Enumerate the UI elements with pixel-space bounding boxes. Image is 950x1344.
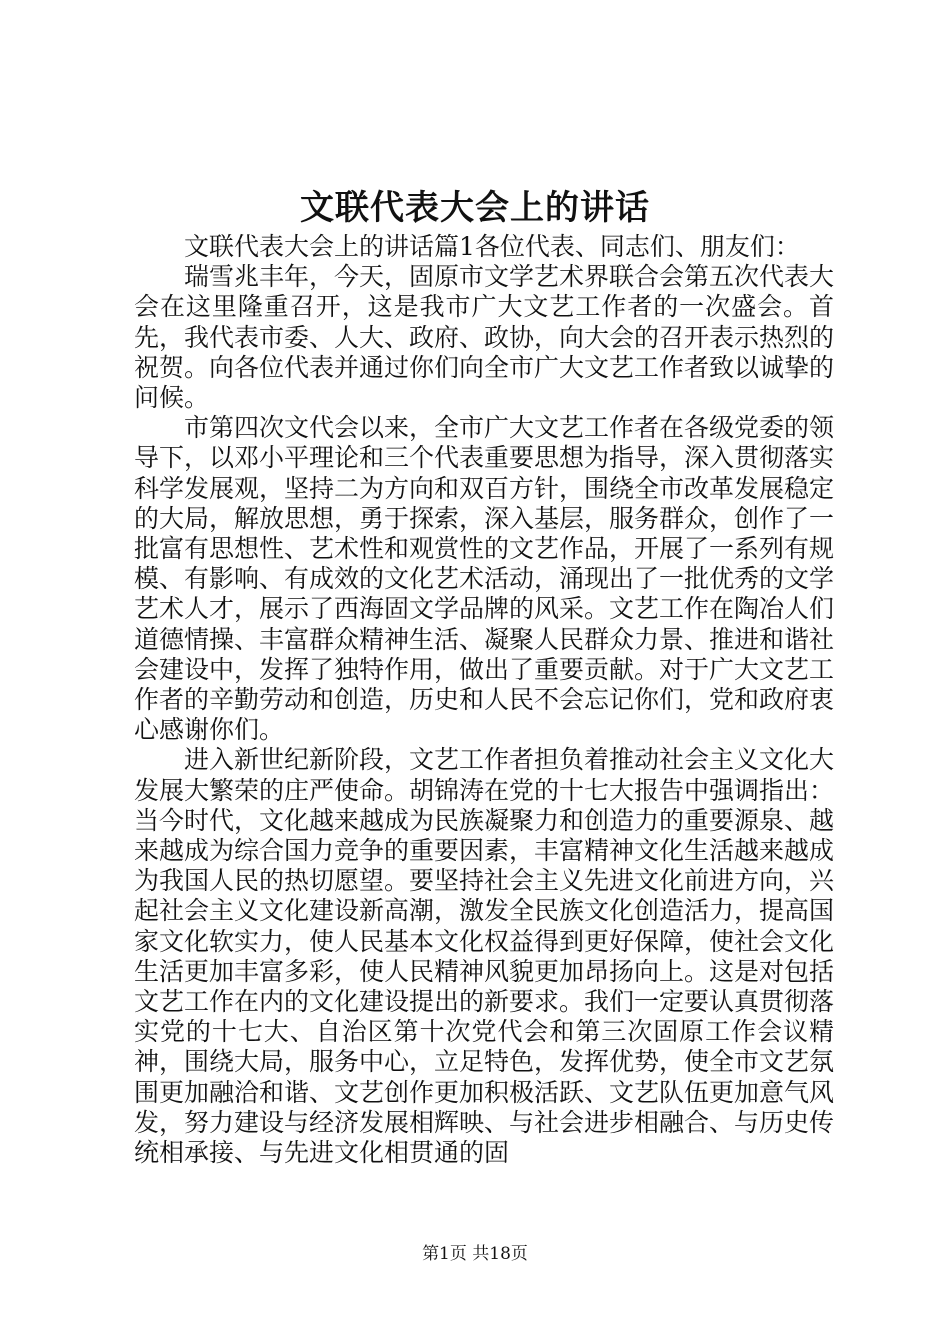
paragraph-1: 文联代表大会上的讲话篇1各位代表、同志们、朋友们： xyxy=(184,232,800,261)
paragraph-4: 进入新世纪新阶段，文艺工作者担负着推动社会主义文化大发展大繁荣的庄严使命。胡锦涛在党的十七大报告中强调指出：当今时代，文化越来越成为民族凝聚力和创造力的重要源泉、越来越成为综合国力竞争的重要因素，丰富精神文化生活越来越成为我国人民的热切愿望。要坚持社会主义先进文化前进方向，兴起社会主义文化建设新高潮，激发全民族文化创造活力，提高国家文化软实力，使人民基本文化权益得到更好保障，使社会文化生活更加丰富多彩，使人民精神风貌更加昂扬向上。这是对包括文艺工作在内的文化建设提出的新要求。我们一定要认真贯彻落实党的十七大、自治区第十次党代会和第三次固原工作会议精神，围绕大局，服务中心，立足特色，发挥优势，使全市文艺氛围更加融洽和谐、文艺创作更加积极活跃、文艺队伍更加意气风发，努力建设与经济发展相辉映、与社会进步相融合、与历史传统相承接、与先进文化相贯通的固 xyxy=(134,745,835,1168)
paragraph-2: 瑞雪兆丰年，今天，固原市文学艺术界联合会第五次代表大会在这里隆重召开，这是我市广大文艺工作者的一次盛会。首先，我代表市委、人大、政府、政协，向大会的召开表示热烈的祝贺。向各位代表并通过你们向全市广大文艺工作者致以诚挚的问候。 xyxy=(134,262,835,413)
document-body xyxy=(134,232,834,1168)
document-title: 文联代表大会上的讲话 xyxy=(300,188,650,228)
paragraph-3: 市第四次文代会以来，全市广大文艺工作者在各级党委的领导下，以邓小平理论和三个代表重要思想为指导，深入贯彻落实科学发展观，坚持二为方向和双百方针，围绕全市改革发展稳定的大局，解放思想，勇于探索，深入基层，服务群众，创作了一批富有思想性、艺术性和观赏性的文艺作品，开展了一系列有规模、有影响、有成效的文化艺术活动，涌现出了一批优秀的文学艺术人才，展示了西海固文学品牌的风采。文艺工作在陶冶人们道德情操、丰富群众精神生活、凝聚人民群众力景、推进和谐社会建设中，发挥了独特作用，做出了重要贡献。对于广大文艺工作者的辛勤劳动和创造，历史和人民不会忘记你们，党和政府衷心感谢你们。 xyxy=(134,413,835,745)
page-number-footer: 第1页 共18页 xyxy=(422,1244,528,1264)
